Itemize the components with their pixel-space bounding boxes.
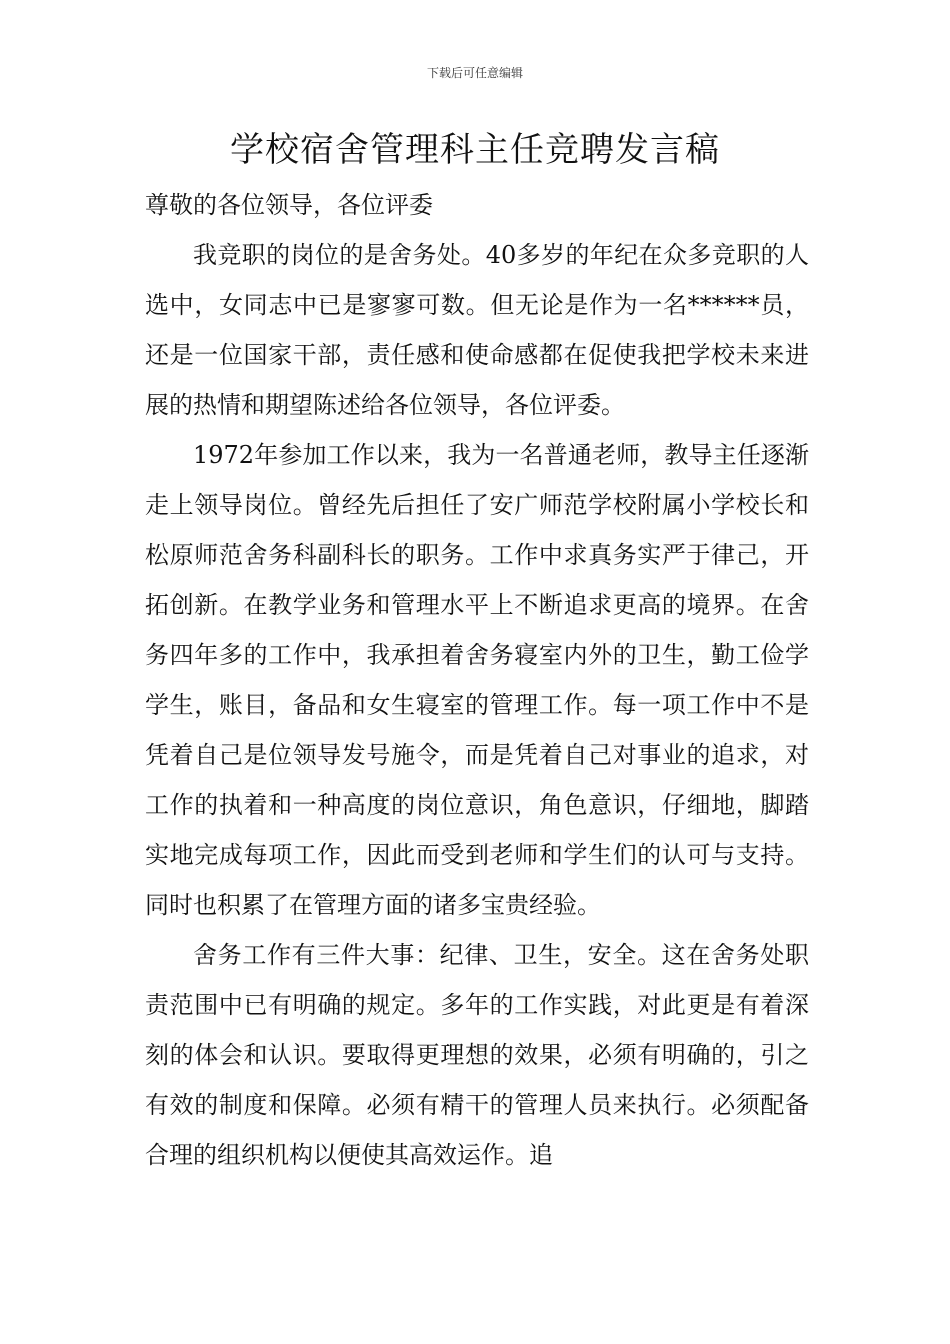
paragraph-2: 1972年参加工作以来，我为一名普通老师，教导主任逐渐走上领导岗位。曾经先后担任了安广师范学校附属小学校长和松原师范舍务科副科长的职务。工作中求真务实严于律己，开拓创新。在教学业务和管理水平上不断追求更高的境界。在舍务四年多的工作中，我承担着舍务寝室内外的卫生，勤工俭学学生，账目，备品和女生寝室的管理工作。每一项工作中不是凭着自己是位领导发号施令，而是凭着自己对事业的追求，对工作的执着和一种高度的岗位意识，角色意识，仔细地，脚踏实地完成每项工作，因此而受到老师和学生们的认可与支持。同时也积累了在管理方面的诸多宝贵经验。	[145, 441, 809, 919]
paragraph-1: 我竞职的岗位的是舍务处。40多岁的年纪在众多竞职的人选中，女同志中已是寥寥可数。但无论是作为一名******员，还是一位国家干部，责任感和使命感都在促使我把学校未来进展的热情和期望陈述给各位领导，各位评委。	[145, 241, 809, 419]
salutation: 尊敬的各位领导，各位评委	[145, 191, 433, 219]
paragraph-3: 舍务工作有三件大事：纪律、卫生，安全。这在舍务处职责范围中已有明确的规定。多年的工作实践，对此更是有着深刻的体会和认识。要取得更理想的效果，必须有明确的，引之有效的制度和保障。必须有精干的管理人员来执行。必须配备合理的组织机构以便使其高效运作。追	[145, 941, 809, 1169]
document-title: 学校宿舍管理科主任竞聘发言稿	[230, 130, 720, 170]
header-note: 下载后可任意编辑	[426, 66, 523, 80]
document-body	[145, 180, 809, 1180]
